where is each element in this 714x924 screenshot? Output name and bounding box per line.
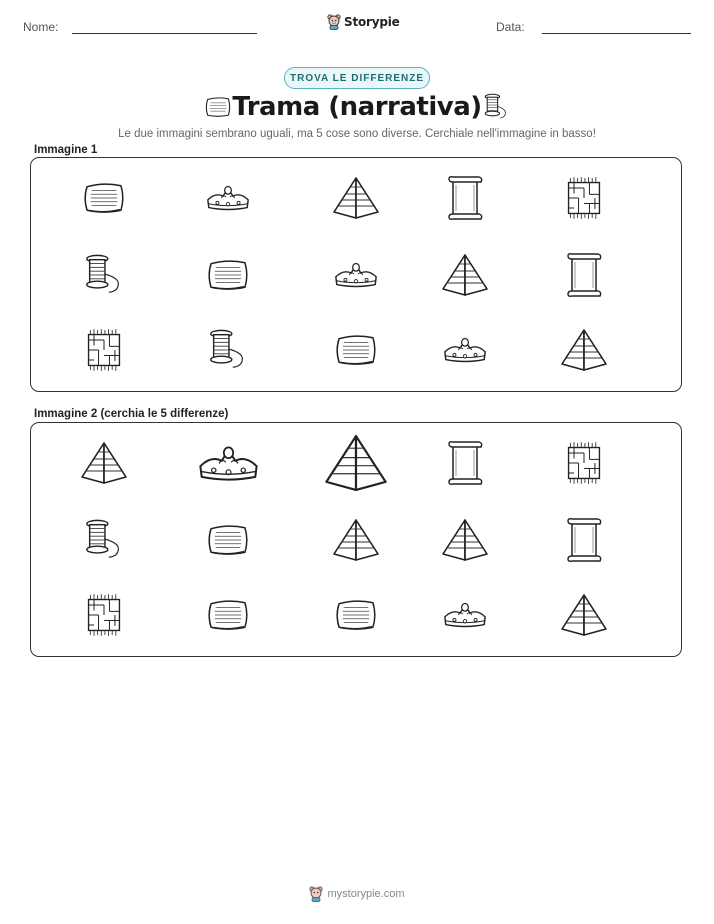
book-icon[interactable]: [207, 524, 249, 556]
brand-logo: [327, 14, 400, 30]
pyramid-icon[interactable]: [79, 440, 129, 486]
date-line[interactable]: [542, 33, 691, 34]
book-icon[interactable]: [207, 599, 249, 631]
scroll-icon[interactable]: [564, 251, 604, 299]
spool-icon[interactable]: [82, 253, 126, 297]
scroll-icon[interactable]: [564, 516, 604, 564]
date-label: Data:: [496, 20, 525, 34]
image2-label: Immagine 2 (cerchia le 5 differenze): [34, 408, 229, 420]
crown-icon[interactable]: [332, 259, 380, 291]
weave-icon[interactable]: [84, 592, 124, 638]
pyramid-icon[interactable]: [331, 517, 381, 563]
weave-icon[interactable]: [564, 440, 604, 486]
pyramid-icon[interactable]: [331, 175, 381, 221]
scroll-icon[interactable]: [445, 174, 485, 222]
book-icon[interactable]: [335, 334, 377, 366]
book-icon[interactable]: [83, 182, 125, 214]
image1-panel: [30, 157, 682, 392]
book-icon: [204, 96, 232, 118]
bear-icon: [309, 886, 323, 902]
image2-panel: [30, 422, 682, 657]
name-line[interactable]: [72, 33, 257, 34]
book-icon[interactable]: [207, 259, 249, 291]
pyramid-icon[interactable]: [559, 327, 609, 373]
activity-badge: TROVA LE DIFFERENZE: [284, 67, 430, 89]
weave-icon[interactable]: [84, 327, 124, 373]
title-row: [0, 92, 714, 124]
pyramid-icon[interactable]: [322, 432, 390, 494]
crown-icon[interactable]: [195, 441, 262, 486]
pyramid-icon[interactable]: [440, 517, 490, 563]
spool-icon: [482, 92, 512, 122]
spool-icon[interactable]: [82, 518, 126, 562]
brand-name: Storypie: [344, 15, 400, 29]
page-title: Trama (narrativa): [232, 92, 482, 122]
footer: [0, 886, 714, 902]
crown-icon[interactable]: [441, 599, 489, 631]
name-label: Nome:: [23, 20, 59, 34]
crown-icon[interactable]: [204, 182, 252, 214]
scroll-icon[interactable]: [445, 439, 485, 487]
instructions: Le due immagini sembrano uguali, ma 5 cose sono diverse. Cerchiale nell'immagine in basso!: [118, 128, 596, 140]
weave-icon[interactable]: [564, 175, 604, 221]
crown-icon[interactable]: [441, 334, 489, 366]
footer-site: mystorypie.com: [327, 888, 405, 900]
image1-label: Immagine 1: [34, 144, 98, 156]
book-icon[interactable]: [335, 599, 377, 631]
pyramid-icon[interactable]: [440, 252, 490, 298]
bear-icon: [327, 14, 341, 30]
pyramid-icon[interactable]: [559, 592, 609, 638]
spool-icon[interactable]: [206, 328, 250, 372]
